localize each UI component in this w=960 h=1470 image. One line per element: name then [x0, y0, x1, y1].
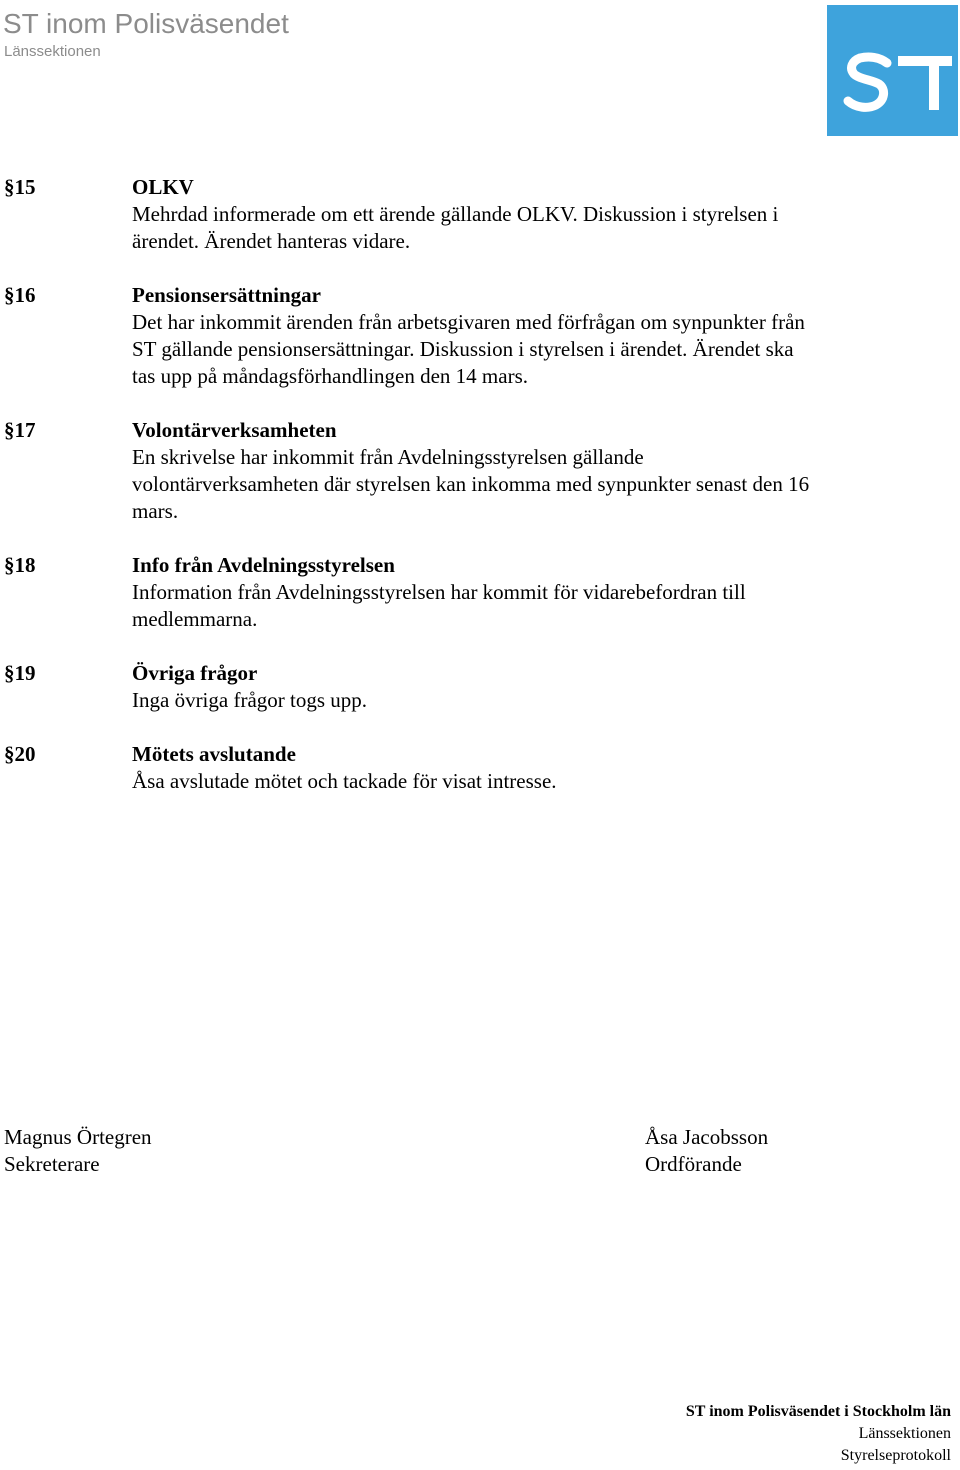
- section-20: [0, 741, 960, 795]
- header-organization: ST inom Polisväsendet: [3, 8, 289, 39]
- section-number: §20: [4, 742, 36, 766]
- section-18: [0, 552, 960, 633]
- section-16: [0, 282, 960, 390]
- section-title: Övriga frågor: [132, 661, 258, 685]
- section-title: Pensionsersättningar: [132, 283, 321, 307]
- protocol-sections: [0, 174, 960, 822]
- footer-organization: ST inom Polisväsendet i Stockholm län: [685, 1403, 951, 1420]
- section-text: Mehrdad informerade om ett ärende gällande OLKV. Diskussion i styrelsen i ärendet. Ärendet hanteras vidare.: [132, 202, 779, 253]
- signature-chair: [645, 1124, 768, 1178]
- logo-letter-t-stem: [929, 56, 939, 110]
- section-title: Info från Avdelningsstyrelsen: [132, 553, 395, 577]
- section-text: Information från Avdelningsstyrelsen har kommit för vidarebefordran till medlemmarna.: [132, 580, 746, 631]
- section-text: Åsa avslutade mötet och tackade för visat intresse.: [132, 769, 557, 793]
- section-number: §19: [4, 661, 36, 685]
- section-number: §15: [4, 175, 36, 199]
- section-title: Mötets avslutande: [132, 742, 296, 766]
- section-number: §16: [4, 283, 36, 307]
- signature-secretary: [4, 1124, 152, 1178]
- section-15: [0, 174, 960, 255]
- section-number: §18: [4, 553, 36, 577]
- logo-letter-t-bar: [898, 56, 952, 66]
- page-footer: [686, 1401, 951, 1467]
- section-title: Volontärverksamheten: [132, 418, 337, 442]
- signature-name: Magnus Örtegren: [4, 1125, 152, 1149]
- section-text: En skrivelse har inkommit från Avdelningsstyrelsen gällande volontärverksamheten där styrelsen kan inkomma med synpunkter senast den 16 mars.: [132, 445, 810, 523]
- section-number: §17: [4, 418, 36, 442]
- section-text: Inga övriga frågor togs upp.: [132, 688, 368, 712]
- signature-role: Ordförande: [645, 1152, 742, 1176]
- signature-name: Åsa Jacobsson: [645, 1125, 769, 1149]
- st-logo: [827, 5, 958, 136]
- footer-document-type: Styrelseprotokoll: [840, 1447, 951, 1464]
- section-title: OLKV: [132, 175, 194, 199]
- section-19: [0, 660, 960, 714]
- footer-section: Länssektionen: [858, 1425, 951, 1442]
- section-text: Det har inkommit ärenden från arbetsgivaren med förfrågan om synpunkter från ST gällande pensionsersättningar. Diskussion i styrelsen i ärendet. Ärendet ska tas upp på måndagsförhandlingen den 14 mars.: [132, 310, 805, 388]
- signature-role: Sekreterare: [4, 1152, 100, 1176]
- header-subtitle: Länssektionen: [4, 43, 101, 60]
- section-17: [0, 417, 960, 525]
